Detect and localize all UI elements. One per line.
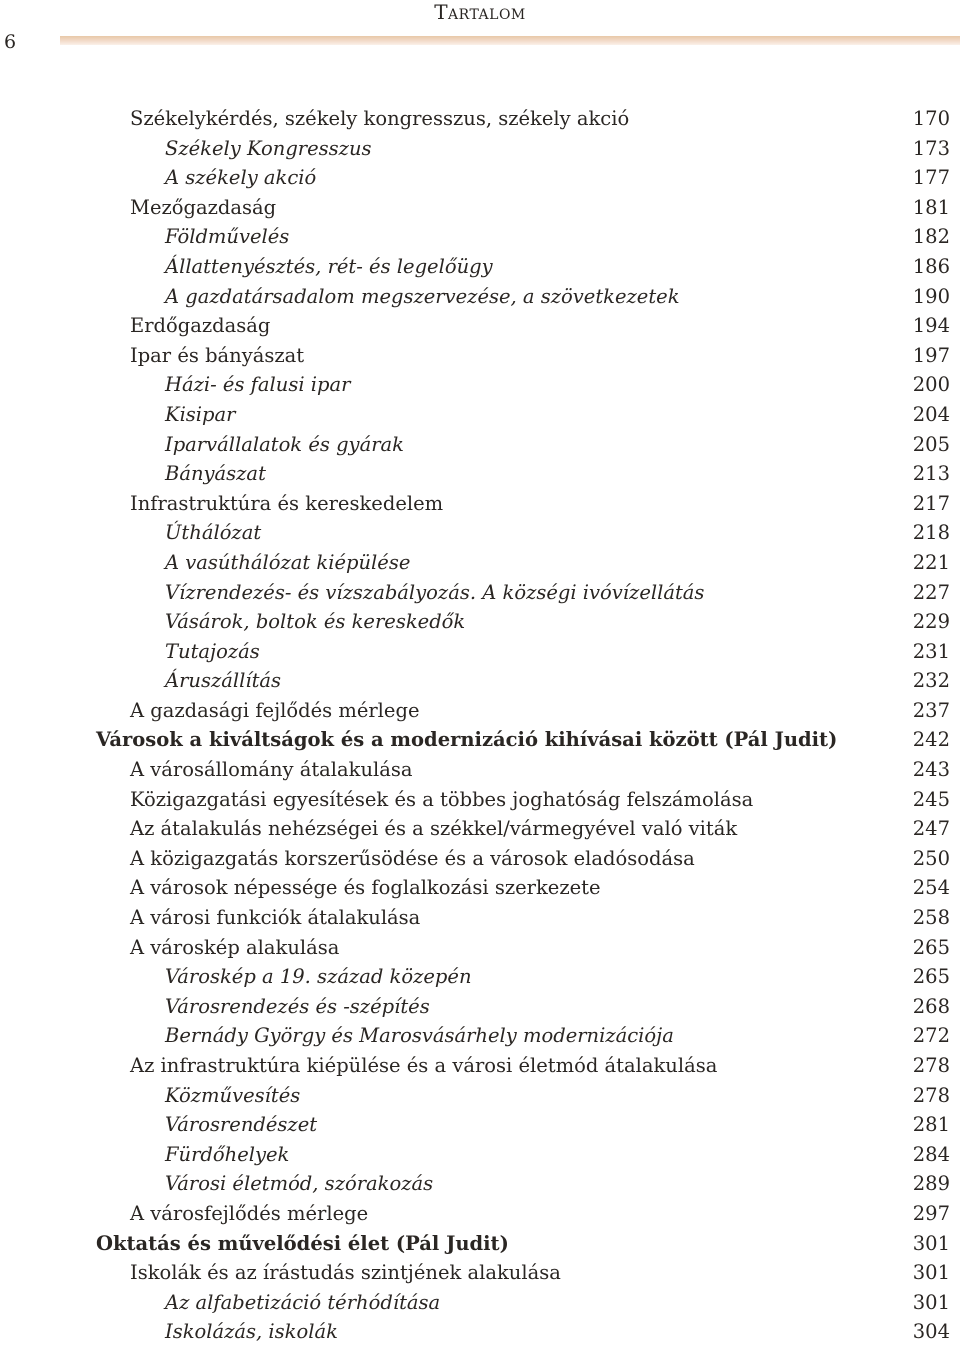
toc-entry-page: 258 [912, 906, 950, 930]
toc-entry-title: Bernády György és Marosvásárhely modernizációja [165, 1024, 674, 1048]
toc-entry [0, 903, 960, 933]
toc-entry-title: Áruszállítás [165, 669, 282, 693]
toc-entry-title: A városi funkciók átalakulása [130, 906, 421, 930]
toc-entry [0, 341, 960, 371]
toc-entry-title: Földművelés [165, 225, 290, 249]
toc-entry-page: 301 [912, 1290, 950, 1314]
toc-entry-title: Városi életmód, szórakozás [165, 1172, 434, 1196]
toc-entry-title: Az alfabetizáció térhódítása [165, 1290, 441, 1314]
toc-entry [0, 163, 960, 193]
toc-entry-page: 204 [912, 402, 950, 426]
toc-entry [0, 282, 960, 312]
running-head: Tartalom [434, 0, 526, 24]
toc-entry-title: A gazdasági fejlődés mérlege [130, 698, 420, 722]
toc-entry [0, 666, 960, 696]
toc-entry-page: 301 [912, 1231, 950, 1255]
toc-entry-page: 281 [912, 1113, 950, 1137]
toc-entry [0, 1169, 960, 1199]
toc-entry [0, 725, 960, 755]
toc-entry [0, 222, 960, 252]
toc-entry-page: 221 [912, 550, 950, 574]
toc-entry-page: 197 [912, 343, 950, 367]
toc-entry-page: 265 [912, 965, 950, 989]
toc-entry-title: A vasúthálózat kiépülése [165, 550, 411, 574]
toc-entry-page: 173 [912, 136, 950, 160]
toc-entry-page: 231 [912, 639, 950, 663]
toc-entry-title: Városok a kiváltságok és a modernizáció kihívásai között (Pál Judit) [96, 728, 838, 752]
toc-entry-title: Erdőgazdaság [130, 314, 271, 338]
toc-entry [0, 193, 960, 223]
toc-entry-title: Bányászat [165, 462, 266, 486]
toc-entry-page: 289 [912, 1172, 950, 1196]
toc-entry-page: 284 [912, 1142, 950, 1166]
toc-entry [0, 400, 960, 430]
toc-entry [0, 548, 960, 578]
toc-entry-title: Vízrendezés- és vízszabályozás. A községi ivóvízellátás [165, 580, 705, 604]
toc-entry [0, 459, 960, 489]
toc-entry-page: 301 [912, 1261, 950, 1285]
toc-entry [0, 1317, 960, 1347]
toc-entry [0, 489, 960, 519]
toc-entry-title: Iskolák és az írástudás szintjének alakulása [130, 1261, 561, 1285]
toc-entry [0, 814, 960, 844]
toc-entry-page: 242 [912, 728, 950, 752]
toc-entry-page: 254 [912, 876, 950, 900]
toc-entry-page: 170 [912, 107, 950, 130]
toc-entry [0, 1110, 960, 1140]
toc-entry-page: 229 [912, 610, 950, 634]
toc-entry [0, 755, 960, 785]
toc-entry-title: Tutajozás [165, 639, 260, 663]
toc-entry-page: 186 [912, 254, 950, 278]
toc-entry [0, 252, 960, 282]
toc-entry [0, 992, 960, 1022]
toc-entry [0, 1199, 960, 1229]
toc-entry-page: 182 [912, 225, 950, 249]
toc-entry-page: 243 [912, 758, 950, 782]
toc-entry-title: Kisipar [165, 402, 236, 426]
toc-entry-page: 177 [912, 166, 950, 190]
toc-entry [0, 104, 960, 134]
toc-entry [0, 311, 960, 341]
toc-entry-title: Állattenyésztés, rét- és legelőügy [165, 254, 493, 278]
toc-entry [0, 1288, 960, 1318]
toc-entry-title: A gazdatársadalom megszervezése, a szövetkezetek [165, 284, 680, 308]
toc-entry-page: 232 [912, 669, 950, 693]
toc-entry-page: 247 [912, 817, 950, 841]
toc-entry-title: Székely Kongresszus [165, 136, 372, 160]
toc-entry-title: Fürdőhelyek [165, 1142, 290, 1166]
toc-entry-page: 278 [912, 1054, 950, 1077]
toc-entry-page: 194 [912, 314, 950, 338]
toc-entry-title: A városkép alakulása [130, 935, 340, 959]
toc-entry-page: 213 [912, 462, 950, 486]
toc-entry-title: Városrendészet [165, 1113, 318, 1137]
toc-entry-title: Mezőgazdaság [130, 195, 277, 219]
toc-entry-title: Oktatás és művelődési élet (Pál Judit) [96, 1231, 509, 1255]
toc-entry-page: 200 [912, 373, 950, 397]
toc-entry [0, 962, 960, 992]
toc-entry-title: A városok népessége és foglalkozási szerkezete [130, 876, 601, 900]
toc-entry [0, 873, 960, 903]
toc-entry [0, 1081, 960, 1111]
toc-entry [0, 933, 960, 963]
toc-entry-page: 181 [912, 195, 950, 219]
toc-entry-title: Az infrastruktúra kiépülése és a városi életmód átalakulása [130, 1054, 718, 1077]
toc-entry-title: Házi- és falusi ipar [165, 373, 351, 397]
toc-entry-page: 268 [912, 994, 950, 1018]
toc-entry-page: 272 [912, 1024, 950, 1048]
toc-entry [0, 1021, 960, 1051]
toc-entry-page: 250 [912, 846, 950, 870]
toc-entry [0, 1140, 960, 1170]
toc-entry-page: 278 [912, 1083, 950, 1107]
toc-entry [0, 1258, 960, 1288]
toc-entry-title: A székely akció [165, 166, 317, 190]
toc-entry-title: Úthálózat [165, 521, 262, 545]
toc-entry-title: A városállomány átalakulása [130, 758, 413, 782]
toc-entry-title: Iparvállalatok és gyárak [165, 432, 404, 456]
toc-entry-page: 227 [912, 580, 950, 604]
toc-entry-title: A városfejlődés mérlege [130, 1201, 369, 1225]
toc-entry [0, 134, 960, 164]
toc-entry [0, 1051, 960, 1081]
toc-entry-title: Az átalakulás nehézségei és a székkel/vármegyével való viták [130, 817, 738, 841]
toc-entry [0, 430, 960, 460]
toc-entry-page: 297 [912, 1201, 950, 1225]
toc-entry-page: 304 [912, 1320, 950, 1344]
page-header [0, 0, 960, 52]
header-rule [60, 36, 960, 45]
toc-entry [0, 637, 960, 667]
toc-entry-title: Közművesítés [165, 1083, 301, 1107]
table-of-contents [0, 104, 960, 1347]
toc-entry-page: 205 [912, 432, 950, 456]
toc-entry [0, 785, 960, 815]
toc-entry-title: Városkép a 19. század közepén [165, 965, 472, 989]
toc-entry-title: Ipar és bányászat [130, 343, 305, 367]
toc-entry-page: 245 [912, 787, 950, 811]
toc-entry-page: 218 [912, 521, 950, 545]
toc-entry-title: Városrendezés és -szépítés [165, 994, 430, 1018]
toc-entry [0, 578, 960, 608]
toc-entry-page: 190 [912, 284, 950, 308]
toc-entry [0, 370, 960, 400]
toc-entry-page: 237 [912, 698, 950, 722]
toc-entry-page: 217 [912, 491, 950, 515]
toc-entry-title: Infrastruktúra és kereskedelem [130, 491, 444, 515]
toc-entry-title: Vásárok, boltok és kereskedők [165, 610, 466, 634]
toc-entry-title: Székelykérdés, székely kongresszus, székely akció [130, 107, 630, 130]
toc-entry [0, 844, 960, 874]
toc-entry [0, 607, 960, 637]
toc-entry-title: Iskolázás, iskolák [165, 1320, 338, 1344]
page-number: 6 [4, 31, 17, 53]
toc-entry-title: Közigazgatási egyesítések és a többes joghatóság felszámolása [130, 787, 754, 811]
toc-entry [0, 518, 960, 548]
toc-entry [0, 696, 960, 726]
toc-entry [0, 1229, 960, 1259]
toc-entry-page: 265 [912, 935, 950, 959]
toc-entry-title: A közigazgatás korszerűsödése és a városok eladósodása [130, 846, 695, 870]
